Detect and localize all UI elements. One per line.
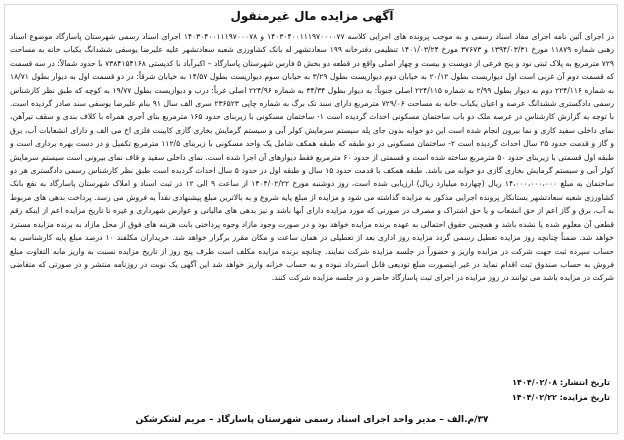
notice-title: آگهی مزایده مال غیرمنقول xyxy=(230,9,394,23)
notice-signature: ۳۷/م.الف – مدیر واحد اجرای اسناد رسمی شهرستان پاسارگاد – مریم لشکرشکن xyxy=(135,415,489,425)
notice-body: در اجرای آئین نامه اجرای مفاد اسناد رسمی و به موجب پرونده های اجرایی کلاسه ۱۴۰۳۰۴۰۰۱۱۱۹۷۰۰۰۰۷۷ و ۱۴۰۳۰۴۰۰۱۱۱۹۷۰۰۰۷۸ اجرای اسناد رسمی شهرستان پاسارگاد موضوع اسناد رهنی شماره ۱۱۸۷۹ مورخ ۱۳۹۴/۰۳/۳۱ و ۳۷۶۷۳ مورخ ۱۴۰۱/۰۳/۲۴ تنظیمی دفترخانه ۱۹۹ سعادتشهر له بانک کشاورزی شعبه سعادتشهر علیه علیرضا یوسفی ششدانگ یکباب خانه به مساحت ۷۲۹ مترمربع به پلاک ثبتی نود و پنج فرعی از دویست و بیست و چهار اصلی واقع در قطعه دو بخش ۵ فارس شهرستان پاسارگاد – اکبرآباد با کدپستی ۷۳۸۴۱۵۴۱۶۸ با حدود شمالاً: در سه قسمت که قسمت دوم آن غربی است اول دیواریست بطول ۲۰/۱۲ به خیابان دوم دیواریست بطول ۳/۲۹ به خیابان سوم دیواریست بطول ۱۴/۵۷ به خیابان شرقاً: در دو قسمت اول به دیوار بطول ۱۸/۷۱ به شماره ۲۲۴/۱۱۶ دوم به دیوار بطول ۲/۹۹ به شماره ۲۲۴/۱۱۵ اصلی جنوباً: به دیوار بطول ۳۴/۳۴ به شماره ۲۲۴/۹۶ اصلی غرباً: درب و دیواریست بطول ۱۹/۷۷ به کوچه که طبق نظر کارشناس رسمی دادگستری ششدانگ عرصه و اعیان یکباب خانه به مساحت ۷۲۹/۰۶ مترمربع دارای سند تک برگ به شماره چاپی ۲۳۶۵۲۳ سری الف سال ۹۱ بنام علیرضا یوسفی سند صادر گردیده است. با توجه به گزارش کارشناس در عرصه ملک دو باب ساختمان مسکونی احداث گردیده است ۱- ساختمان مسکونی با زیربنای حدود ۱۶۵ مترمربع بنای آجری همراه با کلاف بندی و سقف تیرآهن، نمای داخلی سفید کاری و نما بیرون انجام شده است این دو خوابه بدون جای پله سیستم سرمایش کولر آبی و سیستم گرمایش بخاری گازی کابینت فلزی اخ می الف و دارای انشعابات آب، برق و گاز و قدمت حدود ۲۵ سال احداث گردیده است ۲- ساختمان مسکونی در دو طبقه که طبقه همکف شامل یک واحد مسکونی با زیربنای ۱۱۲/۵ مترمربع تکمیل و در دست بهره برداری است و طبقه اول قسمتی با زیربنای حدود ۵۰ مترمربع ساخته شده است و قسمتی از حدود ۶۰ مترمربع فقط دیوارهای آن اجرا شده است. نمای داخلی سفید و قاف نمای بیرونی است سیستم سرمایش کولر آبی و سیستم گرمایش بخاری گازی دو خوابه می باشد. طبقه همکف با قدمت حدود ۱۵ سال و طبقه اول در حدود ۵ سال احداث گردیده است طبق نظر کارشناس رسمی دادگستری هر دو ساختمان به مبلغ ۱۴،۰۰۰،۰۰۰،۰۰۰ ریال (چهارده میلیارد ریال) ارزیابی شده است، روز دوشنبه مورخ ۱۴۰۴/۰۲/۲۲ از ساعت ۹ الی ۱۲ در ثبت اسناد و املاک شهرستان پاسارگاد به نفع بانک کشاورزی شعبه سعادتشهر بستانکار پرونده اجرایی مذکور به مزایده گذاشته می شود و مزایده از مبلغ پایه شروع و به بالاترین مبلغ پیشنهادی نقداً به فروش می رسد. پرداخت بدهی های مربوط به آب، برق و گاز اعم از حق انشعاب و یا حق اشتراک و مصرف در صورتی که مورد مزایده دارای آنها باشد و نیز بدهی های مالیاتی و عوارض شهرداری و غیره تا تاریخ مزایده اعم از اینکه رقم قطعی آن معلوم شده یا نشده باشد و همچنین حقوق احتمالی به عهده برنده مزایده خواهد بود و در صورت وجود مازاد وجوه پرداختی بابت هزینه های فوق از محل مازاد به برنده مزایده مسترد خواهد شد. ضمناً چنانچه روز مزایده تعطیل رسمی گردد مزایده روز اداری بعد از تعطیلی در همان ساعت و مکان مقرر برگزار خواهد شد. خریداران مکلفند ۱۰ درصد مبلغ پایه کارشناسی به حساب سپرده ثبت جهت شرکت در مزایده واریز و حضوراً در جلسه مزایده شرکت نمایند. چنانچه برنده مزایده مکلف است ظرف پنج روز از تاریخ مزایده نسبت به واریز مابه التفاوت مبلغ فروش به حساب صندوق ثبت اقدام نماید در غیر اینصورت مبلغ تودیعی قابل استرداد نبوده و به حساب خزانه واریز خواهد شد این آگهی یک نوبت در روزنامه منتشر و در صورتی که متقاضی شرکت در مزایده باشد می توانند در روز مزایده در اجرای ثبت پاسارگاد حاضر و در جلسه مزایده شرکت کنند. xyxy=(10,32,614,283)
auction-date-line: تاریخ مزایده: ۱۴۰۴/۰۲/۲۲ xyxy=(511,393,610,402)
publication-date-line: تاریخ انتشار: ۱۴۰۴/۰۲/۰۸ xyxy=(512,378,610,387)
